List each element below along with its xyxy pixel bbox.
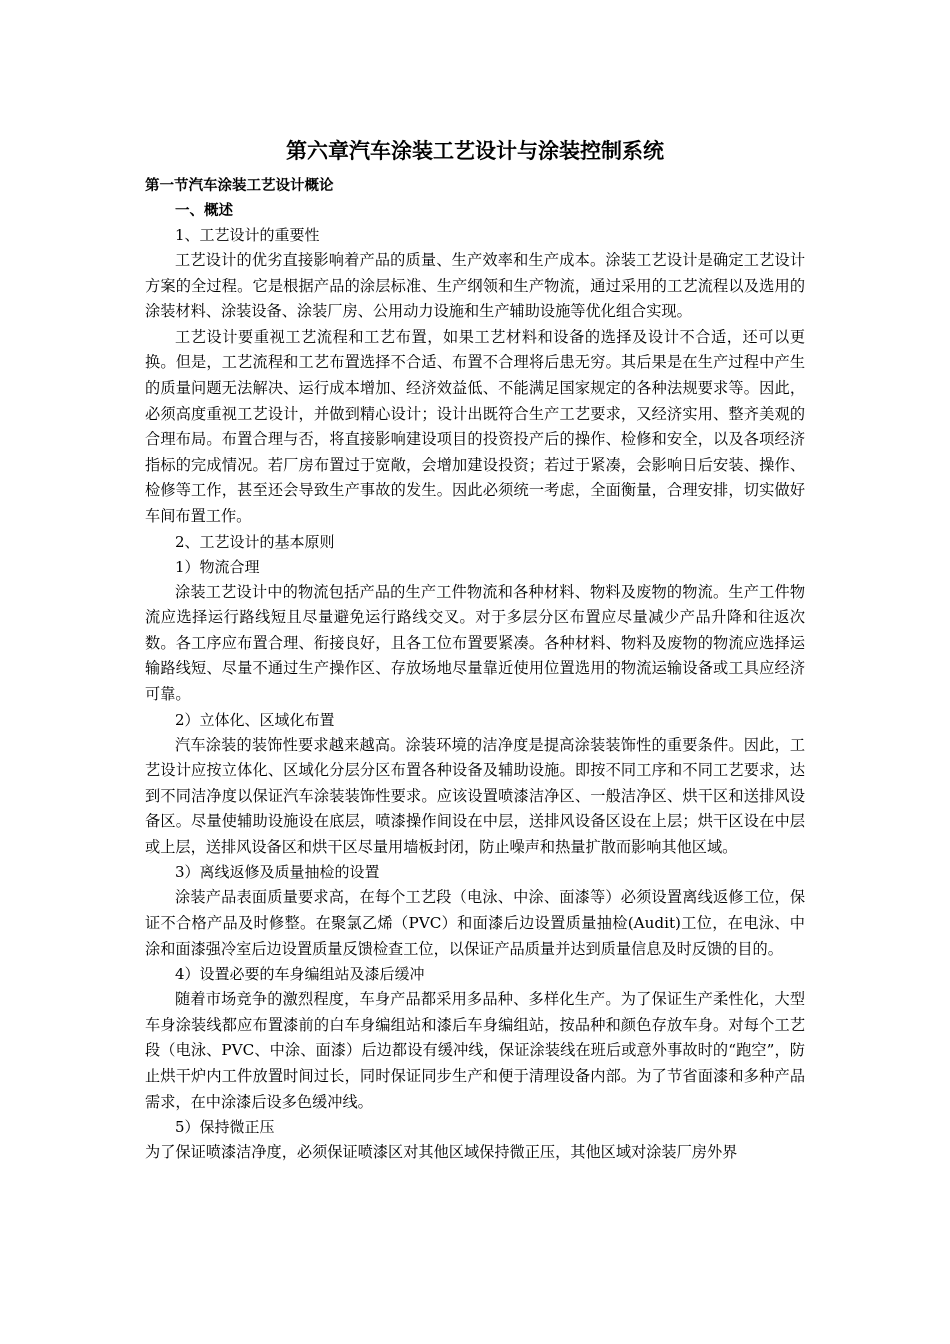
paragraph: 工艺设计要重视工艺流程和工艺布置，如果工艺材料和设备的选择及设计不合适，还可以更换。但是，工艺流程和工艺布置选择不合适、布置不合理将后患无穷。其后果是在生产过程中产生的质量问题无法解决、运行成本增加、经济效益低、不能满足国家规定的各种法规要求等。因此，必须高度重视工艺设计，并做到精心设计；设计出既符合生产工艺要求，又经济实用、整齐美观的合理布局。布置合理与否，将直接影响建设项目的投资投产后的操作、检修和安全，以及各项经济指标的完成情况。若厂房布置过于宽敞，会增加建设投资；若过于紧凑，会影响日后安装、操作、检修等工作，甚至还会导致生产事故的发生。因此必须统一考虑，全面衡量，合理安排，切实做好车间布置工作。 (145, 327, 805, 525)
item-heading: 4）设置必要的车身编组站及漆后缓冲 (175, 965, 425, 984)
item-heading: 2、工艺设计的基本原则 (175, 532, 335, 551)
paragraph: 汽车涂装的装饰性要求越来越高。涂装环境的洁净度是提高涂装装饰性的重要条件。因此，工艺设计应按立体化、区域化分层分区布置各种设备及辅助设施。即按不同工序和不同工艺要求，达到不同洁净度以保证汽车涂装装饰性要求。应该设置喷漆洁净区、一般洁净区、烘干区和送排风设备区。尽量使辅助设施设在底层，喷漆操作间设在中层，送排风设备区设在上层；烘干区设在中层或上层，送排风设备区和烘干区尽量用墙板封闭，防止噪声和热量扩散而影响其他区域。 (145, 735, 805, 856)
document-page (145, 134, 805, 1166)
subsection-heading: 一、概述 (175, 202, 233, 219)
item-heading: 2）立体化、区域化布置 (175, 710, 335, 729)
item-heading: 1）物流合理 (175, 557, 260, 576)
paragraph: 涂装产品表面质量要求高，在每个工艺段（电泳、中涂、面漆等）必须设置离线返修工位，保证不合格产品及时修整。在聚氯乙烯（PVC）和面漆后边设置质量抽检(Audit)工位，在电泳、中涂和面漆强冷室后边设置质量反馈检查工位，以保证产品质量并达到质量信息及时反馈的目的。 (145, 888, 805, 958)
paragraph: 工艺设计的优劣直接影响着产品的质量、生产效率和生产成本。涂装工艺设计是确定工艺设计方案的全过程。它是根据产品的涂层标准、生产纲领和生产物流，通过采用的工艺流程以及选用的涂装材料、涂装设备、涂装厂房、公用动力设施和生产辅助设施等优化组合实现。 (145, 251, 805, 321)
section-heading: 第一节汽车涂装工艺设计概论 (145, 177, 334, 194)
item-heading: 1、工艺设计的重要性 (175, 226, 320, 244)
item-heading: 5）保持微正压 (175, 1118, 275, 1137)
paragraph: 随着市场竞争的激烈程度，车身产品都采用多品种、多样化生产。为了保证生产柔性化，大型车身涂装线都应布置漆前的白车身编组站和漆后车身编组站，按品种和颜色存放车身。对每个工艺段（电泳、PVC、中涂、面漆）后边都设有缓冲线，保证涂装线在班后或意外事故时的“跑空”，防止烘干炉内工件放置时间过长，同时保证同步生产和便于清理设备内部。为了节省面漆和多种产品需求，在中涂漆后设多色缓冲线。 (145, 990, 805, 1111)
chapter-title: 第六章汽车涂装工艺设计与涂装控制系统 (286, 138, 664, 163)
paragraph: 涂装工艺设计中的物流包括产品的生产工件物流和各种材料、物料及废物的物流。生产工件物流应选择运行路线短且尽量避免运行路线交叉。对于多层分区布置应尽量减少产品升降和往返次数。各工序应布置合理、衔接良好，且各工位布置要紧凑。各种材料、物料及废物的物流应选择运输路线短、尽量不通过生产操作区、存放场地尽量靠近使用位置选用的物流运输设备或工具应经济可靠。 (145, 582, 805, 703)
item-heading: 3）离线返修及质量抽检的设置 (175, 863, 380, 882)
paragraph: 为了保证喷漆洁净度，必须保证喷漆区对其他区域保持微正压，其他区域对涂装厂房外界 (145, 1143, 738, 1162)
